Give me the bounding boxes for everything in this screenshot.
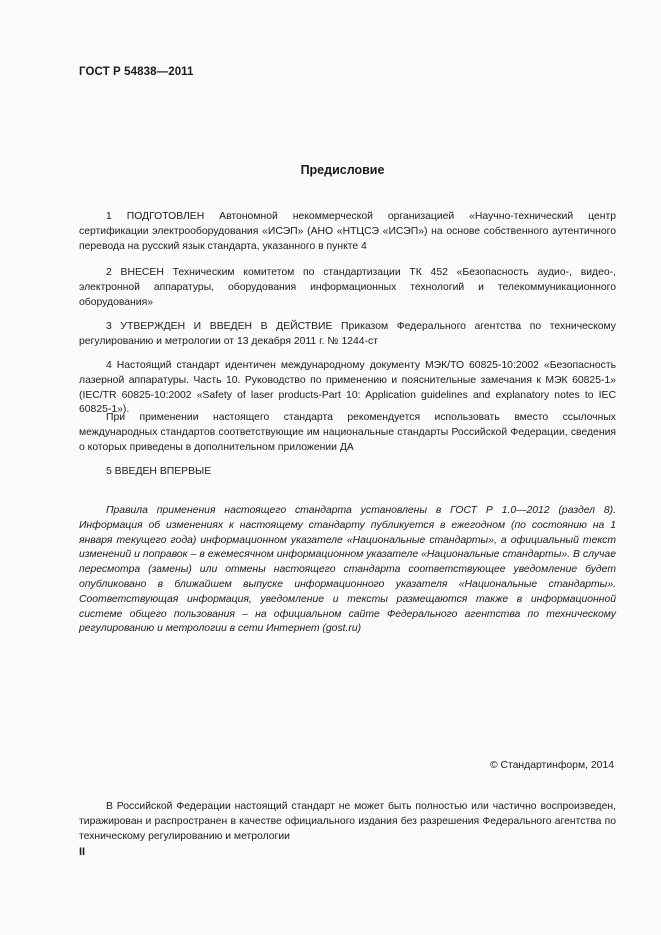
paragraph-identical-standard: 4 Настоящий стандарт идентичен международному документу МЭК/ТО 60825-10:2002 «Безопасность лазерной аппаратуры. Часть 10. Руководство по применению и пояснительные замечания к МЭК 60825-1» (IEC/TR 60825-10:2002 «Safety of laser products-Part 10: Application guidelines and explanatory notes to IEC 60825-1»). xyxy=(79,360,616,416)
legal-restriction-paragraph: В Российской Федерации настоящий стандарт не может быть полностью или частично воспроизведен, тиражирован и распространен в качестве официального издания без разрешения Федерального агентства по техническому регулированию и метрологии xyxy=(79,801,616,842)
application-rules-notice: Правила применения настоящего стандарта установлены в ГОСТ Р 1.0—2012 (раздел 8). Информация об изменениях к настоящему стандарту публикуется в ежегодном (по состоянию на 1 января текущего года) информационном указателе «Национальные стандарты», а официальный текст изменений и поправок – в ежемесячном информационном указателе «Национальные стандарты». В случае пересмотра (замены) или отмены настоящего стандарта соответствующее уведомление будет опубликовано в ближайшем выпуске информационного указателя «Национальные стандарты». Соответствующая информация, уведомление и тексты размещаются также в информационной системе общего пользования – на официальном сайте Федерального агентства по техническому регулированию и метрологии в сети Интернет (gost.ru) xyxy=(79,505,616,635)
page-number: II xyxy=(79,846,86,858)
document-id-header: ГОСТ Р 54838—2011 xyxy=(79,66,194,78)
page-title: Предисловие xyxy=(300,163,385,177)
paragraph-submitted-by: 2 ВНЕСЕН Техническим комитетом по стандартизации ТК 452 «Безопасность аудио-, видео-, электронной аппаратуры, оборудования информационных технологий и телекоммуникационного оборудования» xyxy=(79,267,616,308)
paragraph-prepared-by: 1 ПОДГОТОВЛЕН Автономной некоммерческой организацией «Научно-технический центр сертификации электрооборудования «ИСЭП» (АНО «НТЦСЭ «ИСЭП») на основе собственного аутентичного перевода на русский язык стандарта, указанного в пункте 4 xyxy=(79,211,616,252)
paragraph-introduced-first: 5 ВВЕДЕН ВПЕРВЫЕ xyxy=(106,466,212,477)
paragraph-references-note: При применении настоящего стандарта рекомендуется использовать вместо ссылочных международных стандартов соответствующие им национальные стандарты Российской Федерации, сведения о которых приведены в дополнительном приложении ДА xyxy=(79,412,616,453)
copyright-line: © Стандартинформ, 2014 xyxy=(489,760,614,771)
paragraph-approved: 3 УТВЕРЖДЕН И ВВЕДЕН В ДЕЙСТВИЕ Приказом Федерального агентства по техническому регулированию и метрологии от 13 декабря 2011 г. № 1244-ст xyxy=(79,321,616,347)
